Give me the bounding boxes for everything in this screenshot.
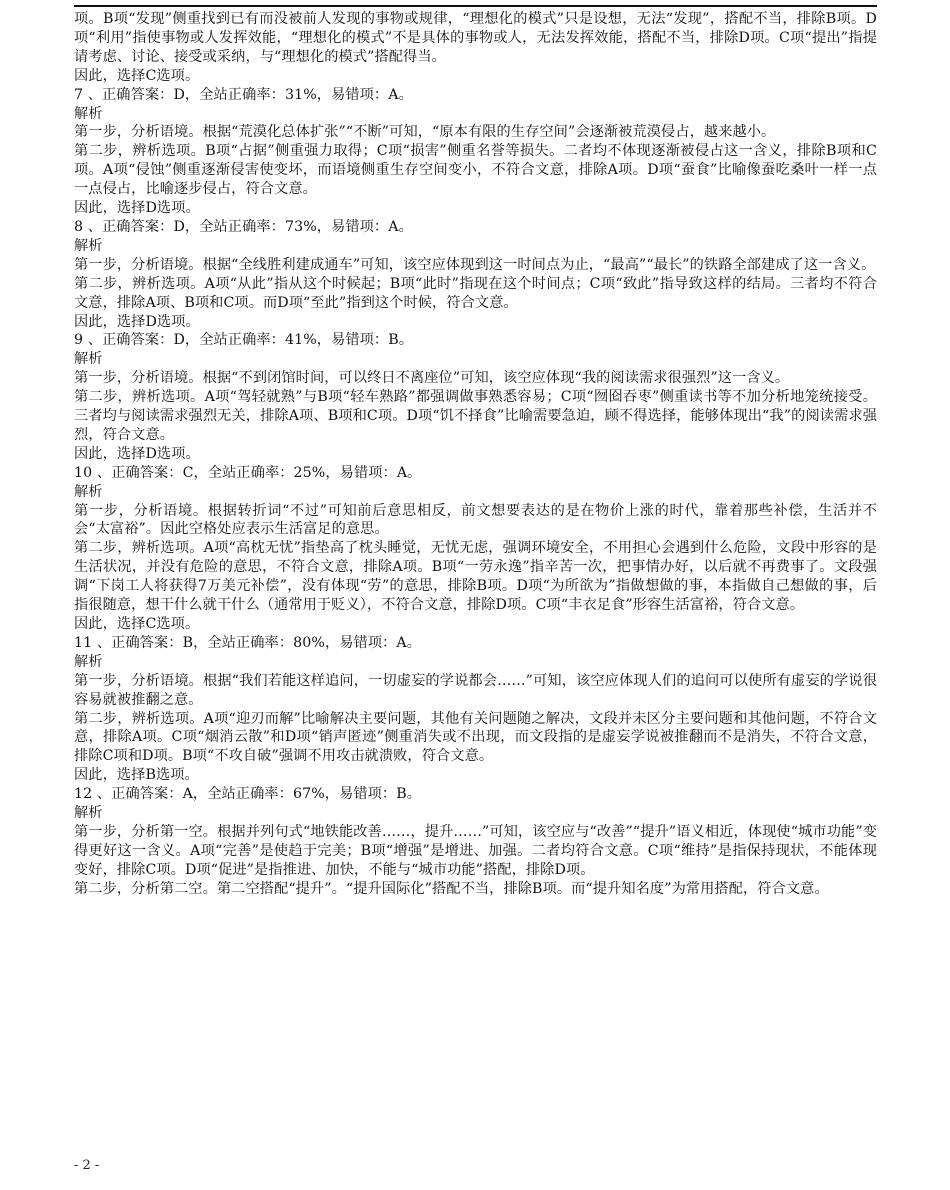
paragraph: 第二步，辨析选项。B项“占据”侧重强力取得；C项“损害”侧重名誉等损失。二者均不体现逐渐被侵占这一含义，排除B项和C项。A项“侵蚀”侧重逐渐侵害使变坏，而语境侧重生存空间变小，不符合文意，排除A项。D项“蚕食”比喻像蚕吃桑叶一样一点一点侵占，比喻逐步侵占，符合文意。 (74, 143, 877, 198)
answer-line: 10 、正确答案：C，全站正确率：25%，易错项：A。 (74, 464, 422, 481)
paragraph: 因此，选择C选项。 (74, 67, 200, 84)
paragraph: 第二步，辨析选项。A项“迎刃而解”比喻解决主要问题，其他有关问题随之解决，文段并未区分主要问题和其他问题，不符合文意，排除A项。C项“烟消云散”和D项“销声匿迹”侧重消失或不出现，而文段指的是虚妄学说被推翻而不是消失，不符合文意，排除C项和D项。B项“不攻自破”强调不用攻击就溃败，符合文意。 (74, 710, 877, 765)
answer-line: 9 、正确答案：D，全站正确率：41%，易错项：B。 (74, 332, 414, 349)
paragraph: 第二步，辨析选项。A项“驾轻就熟”与B项“轻车熟路”都强调做事熟悉容易；C项“囫囵吞枣”侧重读书等不加分析地笼统接受。三者均与阅读需求强烈无关，排除A项、B项和C项。D项“饥不择食”比喻需要急迫，顾不得选择，能够体现出“我”的阅读需求强烈，符合文意。 (74, 389, 877, 443)
paragraph: 第二步，辨析选项。A项“高枕无忧”指垫高了枕头睡觉，无忧无虑，强调环境安全，不用担心会遇到什么危险，文段中形容的是生活状况，并没有危险的意思，不符合文意，排除A项。B项“一劳永逸”指辛苦一次，把事情办好，以后就不再费事了。文段强调“下岗工人将获得7万美元补偿”，没有体现“劳”的意思，排除B项。D项“为所欲为”指做想做的事，本指做自己想做的事，后指很随意，想干什么就干什么（通常用于贬义），不符合文意，排除D项。C项“丰衣足食”形容生活富裕，符合文意。 (74, 540, 877, 614)
paragraph: 因此，选择B选项。 (74, 767, 199, 784)
paragraph: 第二步，辨析选项。A项“从此”指从这个时候起；B项“此时”指现在这个时间点；C项“致此”指导致这样的结局。三者均不符合文意，排除A项、B项和C项。而D项“至此”指到这个时候，符合文意。 (74, 275, 877, 311)
analysis-heading: 解析 (74, 483, 103, 500)
paragraph: 第一步，分析语境。根据“我们若能这样追问，一切虚妄的学说都会……”可知，该空应体现人们的追问可以使所有虚妄的学说很容易就被推翻之意。 (74, 672, 877, 708)
paragraph: 第一步，分析语境。根据“全线胜利建成通车”可知，该空应体现到这一时间点为止，“最高”“最长”的铁路全部建成了这一含义。 (74, 256, 876, 273)
paragraph: 第一步，分析第一空。根据并列句式“地铁能改善……，提升……”可知，该空应与“改善”“提升”语义相近，体现使“城市功能”变得更好这一含义。A项“完善”是使趋于完美；B项“增强”是增进、加强。二者均符合文意。C项“维持”是指保持现状，不能体现变好，排除C项。D项“促进”是指推进、加快，不能与“城市功能”搭配，排除D项。 (74, 823, 877, 878)
paragraph: 因此，选择C选项。 (74, 616, 200, 632)
header-rule (74, 5, 877, 7)
analysis-heading: 解析 (74, 351, 103, 368)
paragraph: 因此，选择D选项。 (74, 313, 200, 330)
page-number: - 2 - (74, 1158, 100, 1173)
paragraph: 第二步，分析第二空。第二空搭配“提升”。“提升国际化”搭配不当，排除B项。而“提升知名度”为常用搭配，符合文意。 (74, 880, 829, 897)
answer-line: 11 、正确答案：B，全站正确率：80%，易错项：A。 (74, 634, 422, 651)
analysis-heading: 解析 (74, 105, 103, 122)
paragraph: 第一步，分析语境。根据“荒漠化总体扩张”“不断”可知，“原本有限的生存空间”会逐渐被荒漠侵占，越来越小。 (74, 124, 776, 141)
paragraph: 第一步，分析语境。根据“不到闭馆时间，可以终日不离座位”可知，该空应体现“我的阅读需求很强烈”这一含义。 (74, 370, 790, 387)
answer-line: 8 、正确答案：D，全站正确率：73%，易错项：A。 (74, 218, 413, 235)
paragraph: 第一步，分析语境。根据转折词“不过”可知前后意思相反，前文想要表达的是在物价上涨的时代，靠着那些补偿，生活并不会“太富裕”。因此空格处应表示生活富足的意思。 (74, 502, 877, 538)
answer-line: 7 、正确答案：D，全站正确率：31%，易错项：A。 (74, 86, 413, 103)
analysis-heading: 解析 (74, 805, 103, 822)
document-body (74, 10, 877, 899)
paragraph: 因此，选择D选项。 (74, 445, 200, 462)
paragraph: 项。B项“发现”侧重找到已有而没被前人发现的事物或规律，“理想化的模式”只是设想，无法“发现”，搭配不当，排除B项。D项“利用”指使事物或人发挥效能，“理想化的模式”不是具体的事物或人，无法发挥效能，搭配不当，排除D项。C项“提出”指提请考虑、讨论、接受或采纳，与“理想化的模式”搭配得当。 (74, 11, 877, 65)
paragraph: 因此，选择D选项。 (74, 200, 200, 217)
analysis-heading: 解析 (74, 237, 103, 254)
answer-line: 12 、正确答案：A，全站正确率：67%，易错项：B。 (74, 786, 422, 803)
analysis-heading: 解析 (74, 653, 103, 670)
